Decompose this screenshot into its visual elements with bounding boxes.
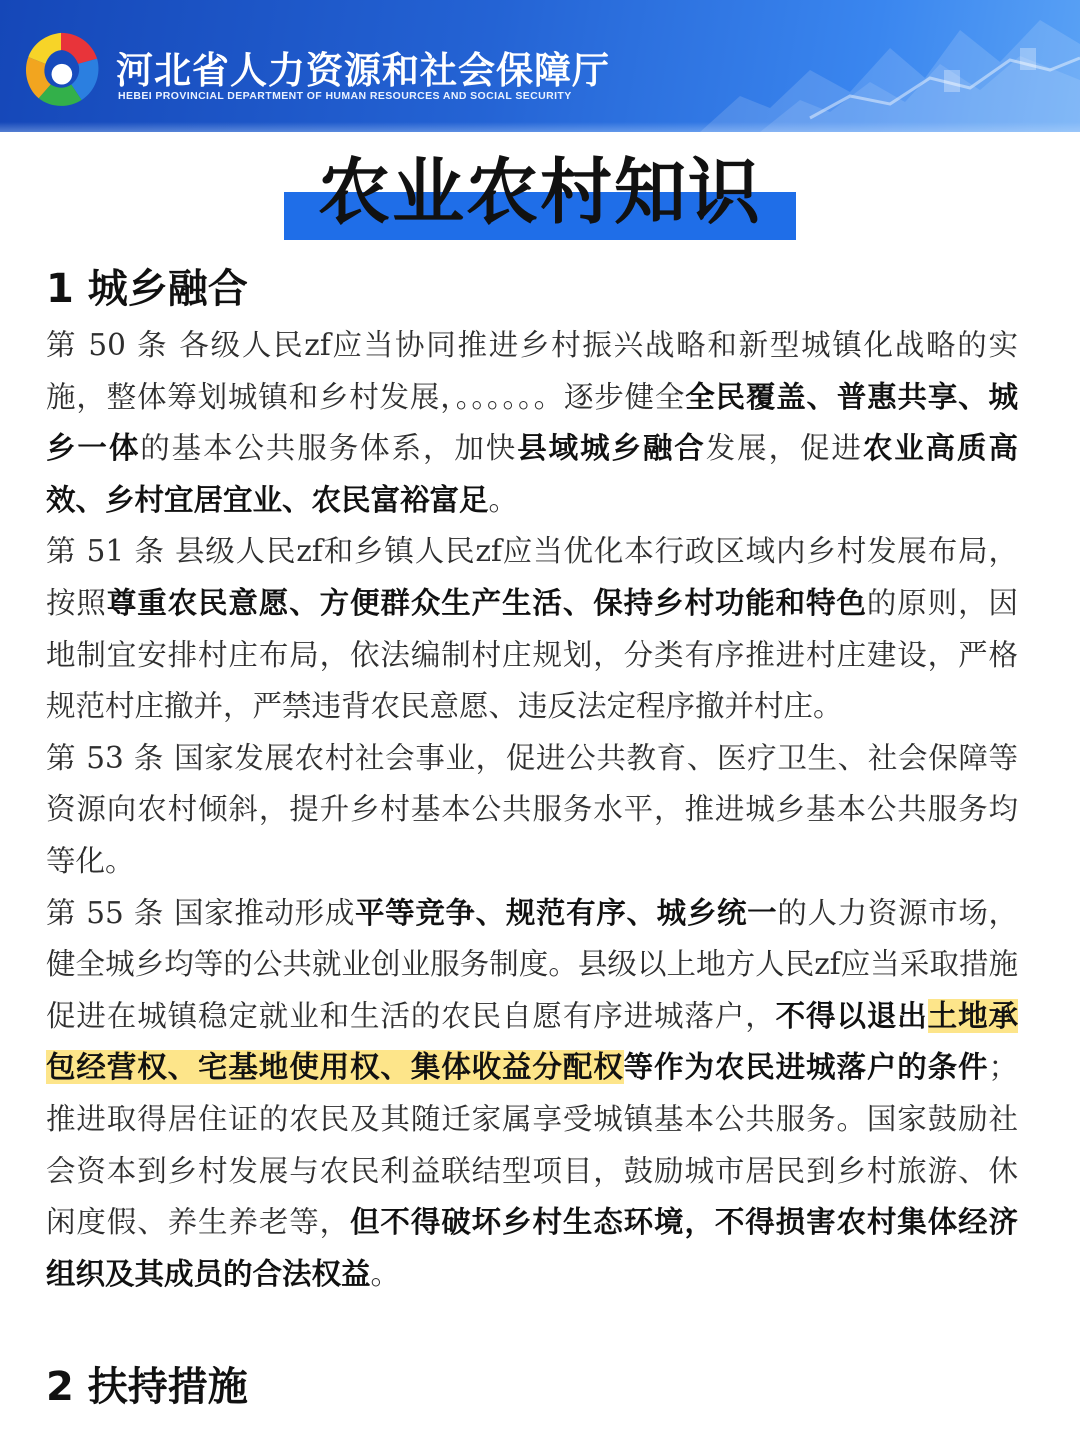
- section-1-heading: 1 城乡融合: [46, 266, 248, 312]
- hebei-hrss-logo-icon: [18, 26, 104, 112]
- article-55-text-2: 的人力资源市场，健全城乡均等的公共就业创业服务制度。县级以上地方人民zf应当采取措施促进在城镇稳定就业和生活的农民自愿有序进城落户，: [46, 895, 1018, 1033]
- article-51-text-1: 第 51 条 县级人民zf和乡镇人民zf应当优化本行政区域内乡村发展布局，按照: [46, 534, 1018, 620]
- title-block: [284, 146, 796, 242]
- article-55-bold-3: 等作为农民进城落户的条件: [623, 1050, 989, 1085]
- article-content: [46, 258, 1018, 1300]
- article-55-text-4: 。: [370, 1256, 401, 1291]
- org-name-cn: 河北省人力资源和社会保障厅: [116, 49, 610, 92]
- article-50-text-4: 。: [488, 482, 519, 517]
- page-title: 农业农村知识: [317, 149, 762, 234]
- article-51-text-2: 的原则，因地制宜安排村庄布局，依法编制村庄规划，分类有序推进村庄建设，严格规范村庄撤并，严禁违背农民意愿、违反法定程序撤并村庄。: [46, 585, 1018, 724]
- article-51: [46, 526, 1018, 732]
- article-50: [46, 320, 1018, 526]
- banner-bottom-shade: [0, 122, 1080, 132]
- article-55-bold-1: 平等竞争、规范有序、城乡统一: [355, 895, 778, 930]
- article-55-text-1: 第 55 条 国家推动形成: [46, 895, 355, 930]
- article-55-highlight: 土地承包经营权、宅基地使用权、集体收益分配权: [46, 998, 1018, 1085]
- article-55-bold-2: 不得以退出: [775, 998, 928, 1033]
- article-55-bold-4: 但不得破坏乡村生态环境，不得损害农村集体经济组织及其成员的合法权益: [46, 1205, 1018, 1291]
- article-50-bold-1: 全民覆盖、普惠共享、城乡一体: [46, 379, 1018, 466]
- article-50-bold-3: 农业高质高效、乡村宜居宜业、农民富裕富足: [46, 431, 1018, 517]
- article-53-text-1: 第 53 条 国家发展农村社会事业，促进公共教育、医疗卫生、社会保障等资源向农村倾斜，提升乡村基本公共服务水平，推进城乡基本公共服务均等化。: [46, 740, 1018, 878]
- article-53: [46, 733, 1018, 888]
- org-name-en: HEBEI PROVINCIAL DEPARTMENT OF HUMAN RESOURCES AND SOCIAL SECURITY: [118, 90, 572, 102]
- article-50-text-2: 的基本公共服务体系，加快: [140, 431, 518, 466]
- header-banner: [0, 0, 1080, 132]
- article-51-bold-1: 尊重农民意愿、方便群众生产生活、保持乡村功能和特色: [106, 585, 867, 620]
- section-2-heading: 2 扶持措施: [46, 1364, 248, 1410]
- article-55: [46, 888, 1018, 1301]
- article-50-text-1: 第 50 条 各级人民zf应当协同推进乡村振兴战略和新型城镇化战略的实施，整体筹划城镇和乡村发展，。。。。。。逐步健全: [46, 328, 1018, 414]
- article-50-bold-2: 县域城乡融合: [517, 431, 706, 466]
- article-55-text-3: ；推进取得居住证的农民及其随迁家属享受城镇基本公共服务。国家鼓励社会资本到乡村发展与农民利益联结型项目，鼓励城市居民到乡村旅游、休闲度假、养生养老等，: [46, 1050, 1018, 1240]
- great-wall-silhouette-icon: [700, 0, 1080, 132]
- article-50-text-3: 发展，促进: [705, 431, 863, 466]
